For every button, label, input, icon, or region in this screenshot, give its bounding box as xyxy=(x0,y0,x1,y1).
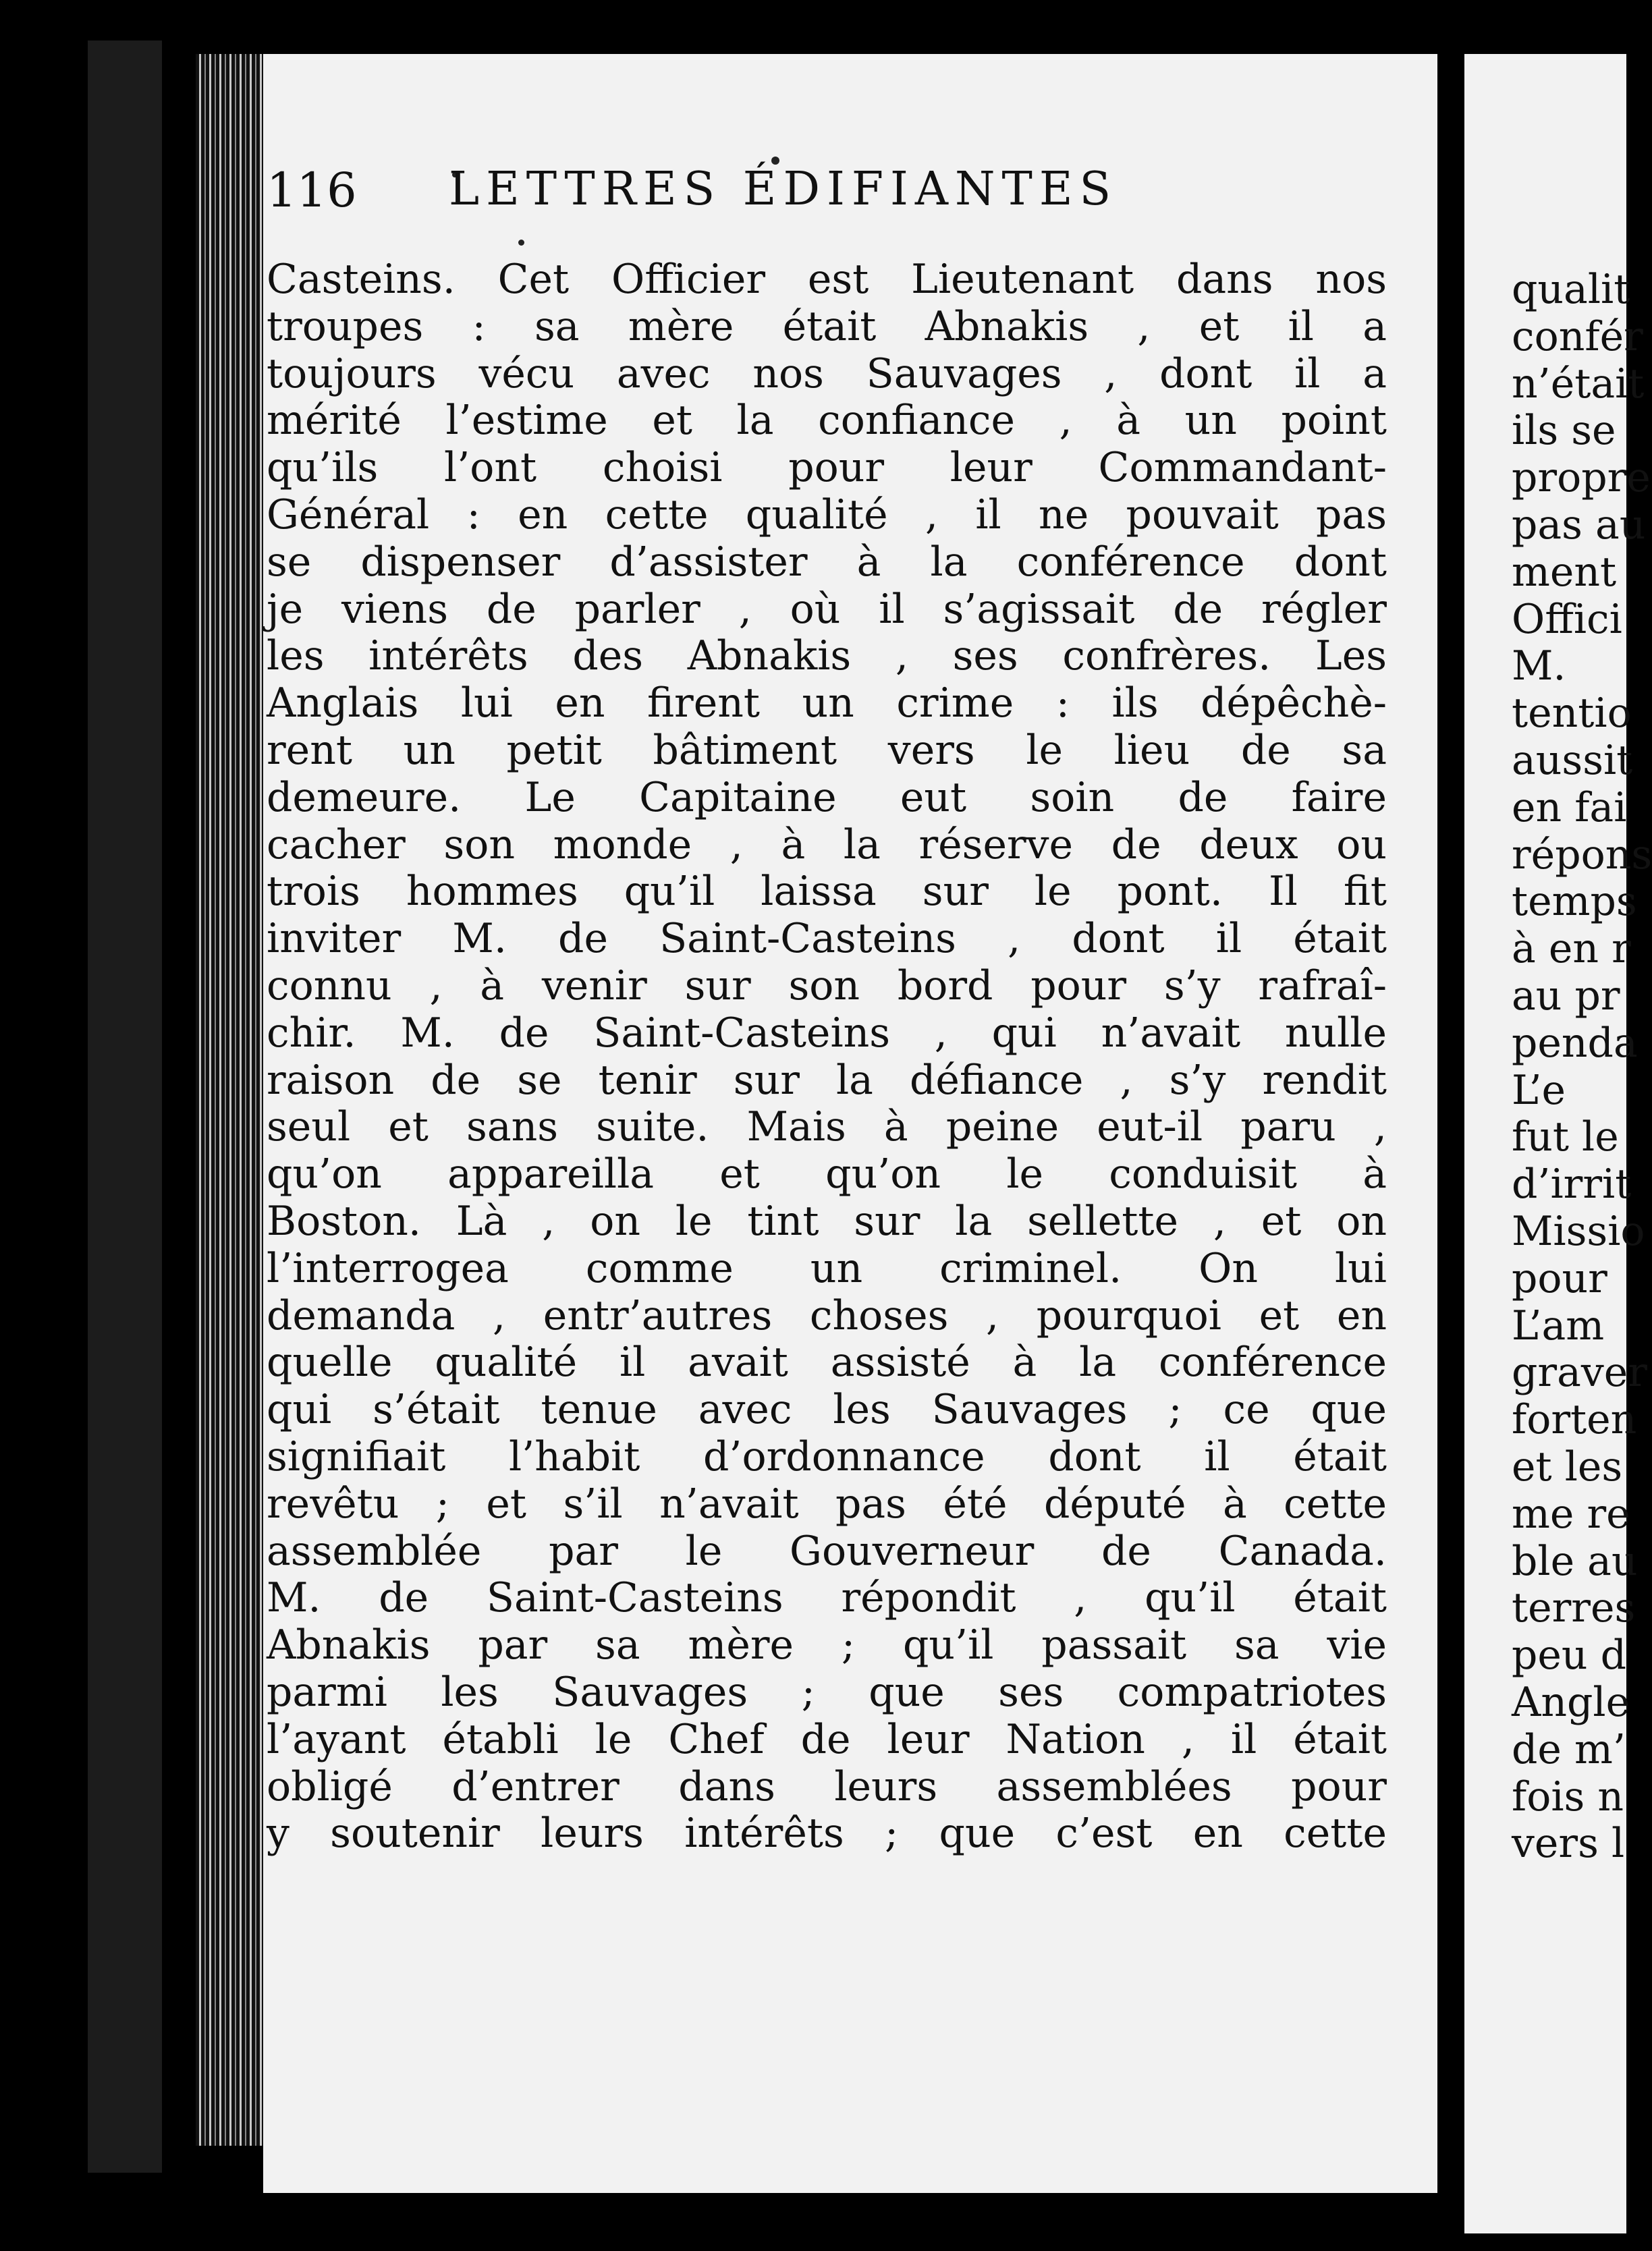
page-body-text xyxy=(267,256,1387,1858)
book-spine-shadow xyxy=(88,40,162,2173)
text-line: demeure. Le Capitaine eut soin de faire xyxy=(267,773,1387,821)
text-line: signifiait l’habit d’ordonnance dont il était xyxy=(267,1433,1387,1480)
text-line: troupes : sa mère était Abnakis , et il a xyxy=(267,302,1387,350)
facing-page-text xyxy=(1512,266,1652,1868)
facing-text-line: fut le xyxy=(1512,1113,1619,1161)
text-line: qu’ils l’ont choisi pour leur Commandant- xyxy=(267,444,1387,492)
text-line: Boston. Là , on le tint sur la sellette , et on xyxy=(267,1197,1387,1245)
page-number: 116 xyxy=(267,163,357,218)
text-line: se dispenser d’assister à la conférence dont xyxy=(267,538,1387,586)
facing-text-line: graver xyxy=(1512,1349,1647,1397)
facing-text-line: forten xyxy=(1512,1396,1637,1444)
facing-text-line: ils se xyxy=(1512,407,1616,455)
facing-text-line: peu d xyxy=(1512,1632,1627,1679)
facing-text-line: L’am xyxy=(1512,1302,1605,1350)
facing-text-line: M. xyxy=(1512,642,1566,690)
facing-text-line: aussit xyxy=(1512,736,1633,784)
text-line: connu , à venir sur son bord pour s’y rafraî- xyxy=(267,962,1387,1009)
facing-text-line: de m’ xyxy=(1512,1725,1626,1773)
text-line: les intérêts des Abnakis , ses confrères. Les xyxy=(267,632,1387,680)
text-line: seul et sans suite. Mais à peine eut-il paru , xyxy=(267,1103,1387,1151)
facing-text-line: temps xyxy=(1512,878,1637,926)
text-line: obligé d’entrer dans leurs assemblées pour xyxy=(267,1762,1387,1810)
facing-text-line: et les xyxy=(1512,1443,1623,1491)
text-line: chir. M. de Saint-Casteins , qui n’avait nulle xyxy=(267,1009,1387,1057)
facing-text-line: fois n xyxy=(1512,1773,1624,1821)
facing-text-line: pas au xyxy=(1512,501,1646,549)
text-line: Anglais lui en firent un crime : ils dépêchè- xyxy=(267,679,1387,727)
running-title: LETTRES ÉDIFIANTES xyxy=(449,163,1118,216)
facing-text-line: penda xyxy=(1512,1019,1638,1067)
text-line: M. de Saint-Casteins répondit , qu’il était xyxy=(267,1574,1387,1622)
facing-text-line: vers l xyxy=(1512,1820,1625,1868)
facing-text-line: ment xyxy=(1512,548,1617,596)
text-line: assemblée par le Gouverneur de Canada. xyxy=(267,1527,1387,1575)
text-line: Abnakis par sa mère ; qu’il passait sa vie xyxy=(267,1621,1387,1669)
text-line: qui s’était tenue avec les Sauvages ; ce que xyxy=(267,1386,1387,1434)
text-line: trois hommes qu’il laissa sur le pont. Il fit xyxy=(267,868,1387,916)
text-line: revêtu ; et s’il n’avait pas été député à cette xyxy=(267,1480,1387,1528)
facing-text-line: n’était xyxy=(1512,360,1645,408)
text-line: raison de se tenir sur la défiance , s’y rendit xyxy=(267,1056,1387,1104)
text-line: Casteins. Cet Officier est Lieutenant dans nos xyxy=(267,256,1387,303)
text-line: mérité l’estime et la confiance , à un point xyxy=(267,397,1387,445)
text-line: cacher son monde , à la réserve de deux ou xyxy=(267,821,1387,868)
facing-text-line: à en r xyxy=(1512,925,1631,973)
facing-text-line: ble au xyxy=(1512,1537,1638,1585)
text-line: quelle qualité il avait assisté à la conférence xyxy=(267,1339,1387,1387)
text-line: demanda , entr’autres choses , pourquoi et en xyxy=(267,1291,1387,1339)
facing-text-line: confér xyxy=(1512,312,1643,360)
text-line: qu’on appareilla et qu’on le conduisit à xyxy=(267,1150,1387,1198)
page-edges xyxy=(196,54,263,2146)
facing-text-line: propre xyxy=(1512,454,1651,502)
text-line: l’ayant établi le Chef de leur Nation , il était xyxy=(267,1715,1387,1763)
text-line: rent un petit bâtiment vers le lieu de sa xyxy=(267,726,1387,774)
running-header xyxy=(267,152,1225,226)
text-line: parmi les Sauvages ; que ses compatriotes xyxy=(267,1668,1387,1716)
facing-text-line: en fai xyxy=(1512,783,1627,831)
facing-text-line: répons xyxy=(1512,831,1652,879)
facing-text-line: au pr xyxy=(1512,972,1620,1020)
facing-text-line: Missio xyxy=(1512,1207,1645,1255)
facing-text-line: pour xyxy=(1512,1254,1607,1302)
text-line: y soutenir leurs intérêts ; que c’est en cette xyxy=(267,1810,1387,1858)
facing-text-line: tentio xyxy=(1512,690,1632,738)
facing-text-line: me re xyxy=(1512,1490,1630,1538)
facing-text-line: qualit xyxy=(1512,266,1630,313)
text-line: je viens de parler , où il s’agissait de régler xyxy=(267,585,1387,633)
text-line: toujours vécu avec nos Sauvages , dont il a xyxy=(267,350,1387,397)
facing-text-line: d’irrit xyxy=(1512,1161,1632,1208)
facing-text-line: Angle xyxy=(1512,1678,1630,1726)
text-line: inviter M. de Saint-Casteins , dont il était xyxy=(267,915,1387,963)
facing-text-line: L’e xyxy=(1512,1066,1566,1114)
text-line: Général : en cette qualité , il ne pouvait pas xyxy=(267,491,1387,538)
text-line: l’interrogea comme un criminel. On lui xyxy=(267,1244,1387,1292)
facing-text-line: terres xyxy=(1512,1584,1636,1632)
ink-speck xyxy=(518,240,524,246)
facing-text-line: Offici xyxy=(1512,595,1622,643)
